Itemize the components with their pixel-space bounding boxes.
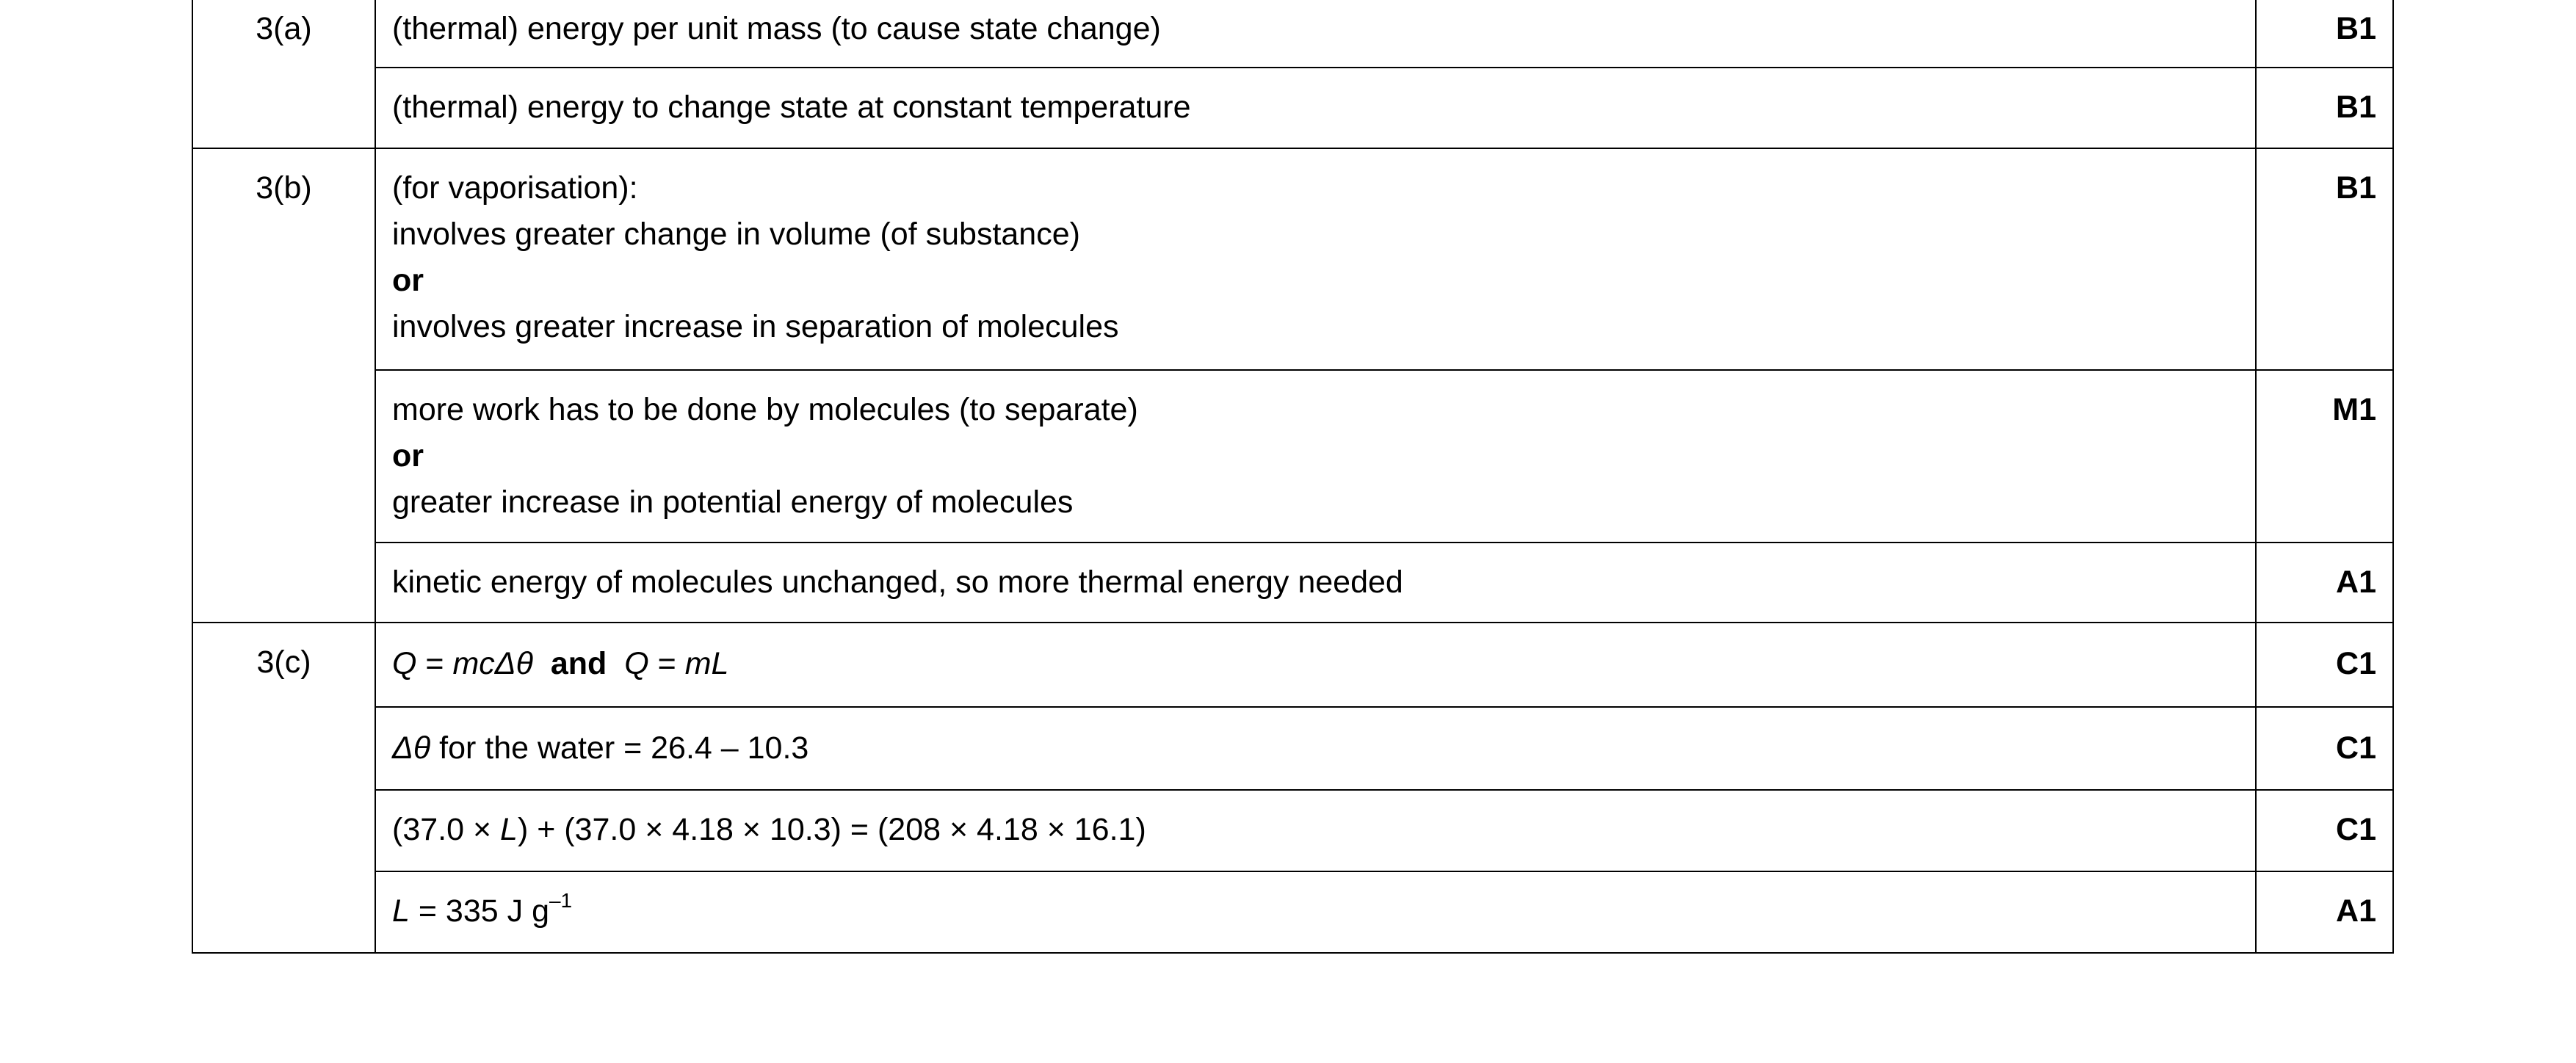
mark-scheme bbox=[192, 0, 2392, 954]
question-number: 3(c) bbox=[256, 645, 311, 680]
question-cell bbox=[192, 148, 375, 623]
answer-line: (thermal) energy to change state at constant temperature bbox=[392, 90, 1191, 125]
equals-sign: = bbox=[416, 646, 453, 681]
answer-line: greater increase in potential energy of molecules bbox=[392, 485, 1074, 520]
table-row bbox=[192, 68, 2393, 148]
question-number: 3(b) bbox=[256, 170, 312, 206]
answer-line-or: or bbox=[392, 438, 424, 474]
table-row bbox=[192, 623, 2393, 707]
equation-line bbox=[392, 888, 2240, 935]
mark-cell: C1 bbox=[2256, 623, 2393, 707]
symbol-q: Q bbox=[392, 646, 417, 681]
equation-text: ) + (37.0 × 4.18 × 10.3) = (208 × 4.18 × 16.1) bbox=[517, 812, 1146, 847]
delta-theta: Δθ bbox=[392, 730, 431, 766]
answer-line: (for vaporisation): bbox=[392, 170, 638, 206]
equation-text: (37.0 × bbox=[392, 812, 501, 847]
table-row bbox=[192, 370, 2393, 543]
answer-cell bbox=[375, 790, 2256, 871]
answer-cell bbox=[375, 707, 2256, 790]
heat-formula: mcΔθ bbox=[452, 646, 533, 681]
table-row bbox=[192, 0, 2393, 68]
answer-line: involves greater increase in separation of molecules bbox=[392, 309, 1119, 344]
equals-sign: = bbox=[648, 646, 685, 681]
answer-line: involves greater change in volume (of substance) bbox=[392, 217, 1080, 252]
answer-line: (thermal) energy per unit mass (to cause state change) bbox=[392, 11, 1161, 46]
table-row bbox=[192, 148, 2393, 370]
mark-cell: A1 bbox=[2256, 543, 2393, 623]
equation-text: for the water = 26.4 – 10.3 bbox=[430, 730, 809, 766]
mark-cell: B1 bbox=[2256, 148, 2393, 370]
mark-cell: A1 bbox=[2256, 871, 2393, 953]
equation-text: = 335 J g bbox=[409, 893, 549, 929]
symbol-q: Q bbox=[624, 646, 649, 681]
question-cell bbox=[192, 623, 375, 953]
table-row bbox=[192, 790, 2393, 871]
and-word: and bbox=[550, 646, 607, 681]
mark-cell: C1 bbox=[2256, 707, 2393, 790]
answer-line: more work has to be done by molecules (to separate) bbox=[392, 392, 1138, 427]
table-row bbox=[192, 543, 2393, 623]
table-row bbox=[192, 707, 2393, 790]
symbol-l: L bbox=[392, 893, 410, 929]
latent-formula: mL bbox=[684, 646, 729, 681]
equation-line bbox=[392, 725, 2240, 772]
question-cell bbox=[192, 0, 375, 148]
answer-cell bbox=[375, 0, 2256, 68]
mark-cell: B1 bbox=[2256, 68, 2393, 148]
question-number: 3(a) bbox=[256, 11, 312, 46]
table-row bbox=[192, 871, 2393, 953]
symbol-l: L bbox=[500, 812, 518, 847]
answer-cell bbox=[375, 623, 2256, 707]
equation-line bbox=[392, 641, 2240, 687]
mark-cell: B1 bbox=[2256, 0, 2393, 68]
mark-scheme-table bbox=[192, 0, 2394, 954]
answer-cell bbox=[375, 370, 2256, 543]
answer-cell bbox=[375, 871, 2256, 953]
mark-cell: M1 bbox=[2256, 370, 2393, 543]
answer-cell bbox=[375, 68, 2256, 148]
equation-line bbox=[392, 807, 2240, 853]
answer-line-or: or bbox=[392, 263, 424, 298]
mark-cell: C1 bbox=[2256, 790, 2393, 871]
answer-cell bbox=[375, 543, 2256, 623]
answer-line: kinetic energy of molecules unchanged, so more thermal energy needed bbox=[392, 565, 1403, 600]
exponent: –1 bbox=[549, 888, 573, 912]
answer-cell bbox=[375, 148, 2256, 370]
